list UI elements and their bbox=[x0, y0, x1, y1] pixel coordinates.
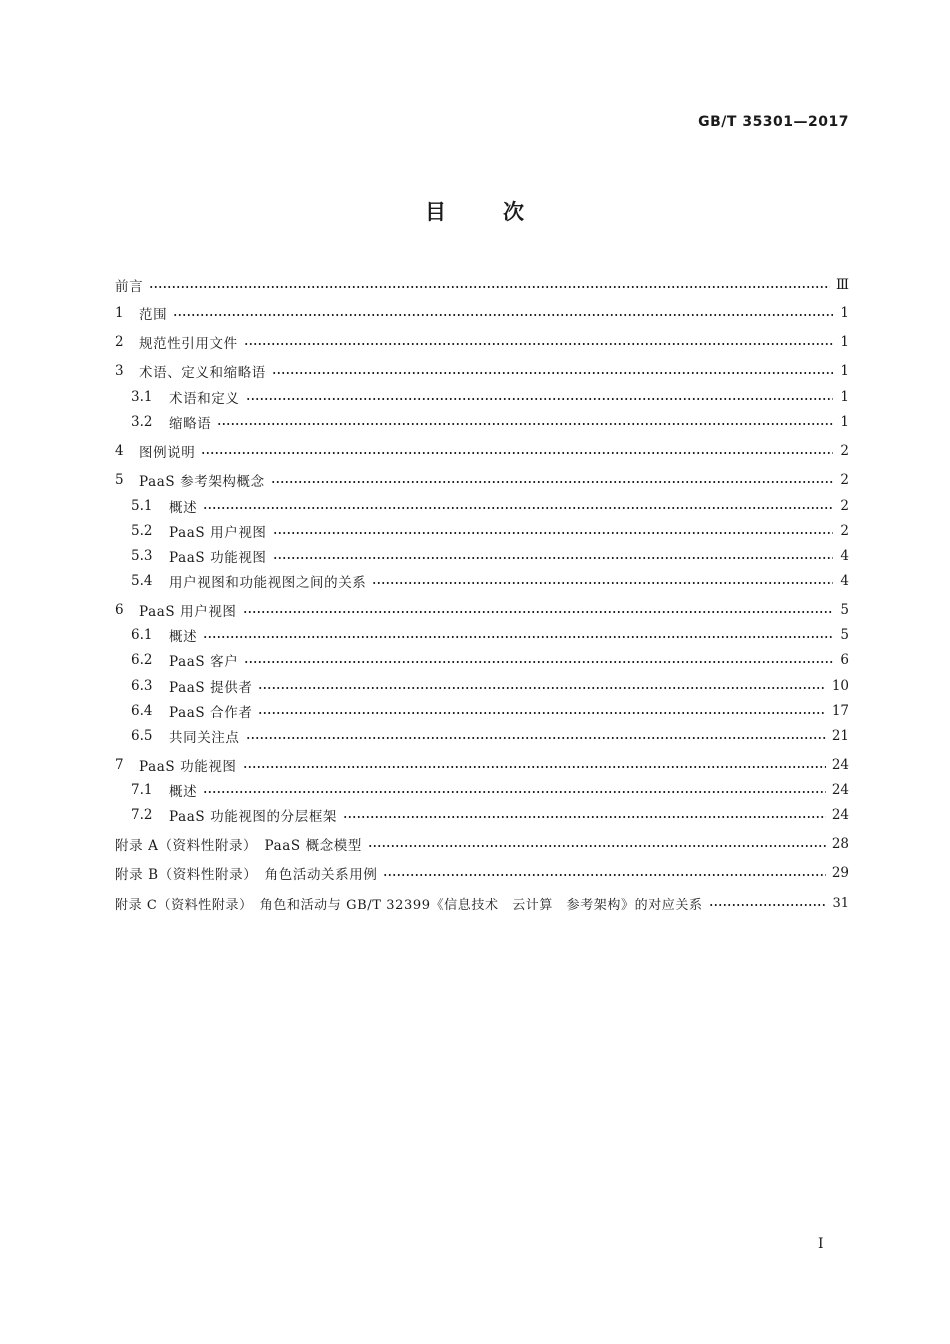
toc-entry-3-1[interactable] bbox=[131, 386, 849, 408]
toc-entry-label: 附录 C（资料性附录） 角色和活动与 GB/T 32399《信息技术 云计算 参考架构》的对应关系 bbox=[115, 897, 703, 913]
toc-entry-page: 24 bbox=[831, 807, 849, 823]
toc-entry-label: 图例说明 bbox=[139, 445, 196, 461]
toc-entry-page: 28 bbox=[831, 836, 849, 852]
toc-entry-7[interactable] bbox=[115, 754, 849, 776]
title-char-1: 目 bbox=[425, 200, 447, 224]
dot-leader bbox=[368, 845, 826, 847]
dot-leader bbox=[203, 791, 826, 793]
toc-entry-number: 5.1 bbox=[131, 498, 153, 514]
toc-entry-number: 7 bbox=[115, 757, 124, 773]
toc-entry-page: 5 bbox=[840, 627, 849, 643]
toc-entry-number: 5.3 bbox=[131, 548, 153, 564]
toc-entry-page: 1 bbox=[840, 389, 849, 405]
toc-entry-label: 术语和定义 bbox=[169, 391, 240, 407]
toc-entry-3[interactable] bbox=[115, 360, 849, 382]
toc-entry-label: PaaS 提供者 bbox=[169, 680, 253, 696]
toc-entry-label: 用户视图和功能视图之间的关系 bbox=[169, 575, 367, 591]
toc-entry-page: 29 bbox=[831, 865, 849, 881]
toc-entry-5-3[interactable] bbox=[131, 545, 849, 567]
dot-leader bbox=[217, 423, 833, 425]
toc-entry-page: 24 bbox=[831, 757, 849, 773]
toc-entry-page: 5 bbox=[840, 602, 849, 618]
toc-entry-page: 31 bbox=[832, 895, 849, 911]
toc-entry-label: 前言 bbox=[115, 279, 144, 295]
toc-entry-7-2[interactable] bbox=[131, 804, 849, 826]
toc-entry-label: PaaS 功能视图 bbox=[139, 759, 237, 775]
toc-entry-5-1[interactable] bbox=[131, 495, 849, 517]
toc-entry-6[interactable] bbox=[115, 599, 849, 621]
toc-entry-page: 2 bbox=[840, 443, 849, 459]
toc-entry-page: 1 bbox=[840, 334, 849, 350]
dot-leader bbox=[244, 661, 833, 663]
toc-entry-1[interactable] bbox=[115, 302, 849, 324]
toc-entry-page: 6 bbox=[840, 652, 849, 668]
toc-entry-page: 2 bbox=[840, 523, 849, 539]
toc-entry-label: 概述 bbox=[169, 629, 198, 645]
toc-entry-label: PaaS 参考架构概念 bbox=[139, 474, 265, 490]
toc-entry-page: 1 bbox=[840, 414, 849, 430]
toc-entry-page: 1 bbox=[840, 363, 849, 379]
dot-leader bbox=[243, 766, 826, 768]
dot-leader bbox=[273, 557, 833, 559]
toc-entry-number: 6.4 bbox=[131, 703, 153, 719]
toc-entry-number: 3.1 bbox=[131, 389, 153, 405]
toc-entry-label: PaaS 功能视图 bbox=[169, 550, 267, 566]
toc-entry-label: 范围 bbox=[139, 307, 168, 323]
toc-entry-label: 附录 B（资料性附录） 角色活动关系用例 bbox=[115, 867, 378, 883]
toc-entry-number: 5 bbox=[115, 472, 124, 488]
toc-entry-number: 1 bbox=[115, 305, 124, 321]
toc-entry-page: 2 bbox=[840, 498, 849, 514]
dot-leader bbox=[173, 314, 833, 316]
toc-entry-annex-c[interactable] bbox=[115, 892, 849, 914]
toc-entry-label: PaaS 用户视图 bbox=[139, 604, 237, 620]
toc-entry-label: PaaS 用户视图 bbox=[169, 525, 267, 541]
toc-entry-number: 6.3 bbox=[131, 678, 153, 694]
toc-entry-page: 2 bbox=[840, 472, 849, 488]
toc-entry-2[interactable] bbox=[115, 331, 849, 353]
toc-entry-number: 4 bbox=[115, 443, 124, 459]
toc-entry-6-4[interactable] bbox=[131, 700, 849, 722]
dot-leader bbox=[271, 481, 833, 483]
toc-entry-label: PaaS 客户 bbox=[169, 654, 239, 670]
dot-leader bbox=[272, 372, 833, 374]
toc-entry-5[interactable] bbox=[115, 469, 849, 491]
toc-entry-number: 2 bbox=[115, 334, 124, 350]
toc-entry-6-5[interactable] bbox=[131, 725, 849, 747]
toc-entry-6-3[interactable] bbox=[131, 675, 849, 697]
toc-entry-annex-b[interactable] bbox=[115, 862, 849, 884]
dot-leader bbox=[709, 904, 827, 906]
toc-entry-number: 7.1 bbox=[131, 782, 153, 798]
standard-number: GB/T 35301—2017 bbox=[698, 114, 849, 130]
dot-leader bbox=[203, 636, 833, 638]
toc-entry-number: 6.5 bbox=[131, 728, 153, 744]
dot-leader bbox=[343, 816, 826, 818]
toc-entry-number: 7.2 bbox=[131, 807, 153, 823]
toc-entry-number: 5.4 bbox=[131, 573, 153, 589]
toc-entry-page: Ⅲ bbox=[835, 277, 849, 293]
toc-entry-label: PaaS 合作者 bbox=[169, 705, 253, 721]
toc-entry-label: 缩略语 bbox=[169, 416, 212, 432]
toc-entry-page: 21 bbox=[831, 728, 849, 744]
toc-entry-label: PaaS 功能视图的分层框架 bbox=[169, 809, 338, 825]
toc-entry-label: 共同关注点 bbox=[169, 730, 240, 746]
toc-entry-3-2[interactable] bbox=[131, 411, 849, 433]
dot-leader bbox=[246, 398, 834, 400]
toc-entry-5-4[interactable] bbox=[131, 570, 849, 592]
dot-leader bbox=[244, 343, 833, 345]
page-number: Ⅰ bbox=[818, 1236, 824, 1252]
dot-leader bbox=[372, 582, 833, 584]
toc-entry-label: 概述 bbox=[169, 784, 198, 800]
toc-entry-page: 10 bbox=[831, 678, 849, 694]
toc-entry-4[interactable] bbox=[115, 440, 849, 462]
dot-leader bbox=[258, 712, 825, 714]
toc-entry-number: 3 bbox=[115, 363, 124, 379]
toc-entry-6-1[interactable] bbox=[131, 624, 849, 646]
toc-entry-label: 规范性引用文件 bbox=[139, 336, 238, 352]
dot-leader bbox=[243, 611, 833, 613]
toc-entry-number: 3.2 bbox=[131, 414, 153, 430]
toc-entry-6-2[interactable] bbox=[131, 649, 849, 671]
toc-entry-number: 6.2 bbox=[131, 652, 153, 668]
toc-entry-page: 1 bbox=[840, 305, 849, 321]
toc-entry-foreword[interactable] bbox=[115, 274, 849, 296]
toc-entry-label: 术语、定义和缩略语 bbox=[139, 365, 266, 381]
toc-entry-number: 6.1 bbox=[131, 627, 153, 643]
toc-entry-7-1[interactable] bbox=[131, 779, 849, 801]
toc-entry-number: 5.2 bbox=[131, 523, 153, 539]
dot-leader bbox=[149, 286, 830, 288]
toc-entry-page: 24 bbox=[831, 782, 849, 798]
dot-leader bbox=[273, 532, 833, 534]
toc-entry-label: 附录 A（资料性附录） PaaS 概念模型 bbox=[115, 838, 363, 854]
toc-entry-page: 17 bbox=[831, 703, 849, 719]
toc-entry-number: 6 bbox=[115, 602, 124, 618]
dot-leader bbox=[258, 687, 825, 689]
toc-entry-page: 4 bbox=[840, 548, 849, 564]
dot-leader bbox=[383, 874, 825, 876]
dot-leader bbox=[246, 737, 826, 739]
dot-leader bbox=[203, 507, 833, 509]
toc-entry-5-2[interactable] bbox=[131, 520, 849, 542]
dot-leader bbox=[201, 452, 833, 454]
toc-entry-page: 4 bbox=[840, 573, 849, 589]
title-char-2: 次 bbox=[503, 200, 525, 224]
toc-entry-label: 概述 bbox=[169, 500, 198, 516]
toc-entry-annex-a[interactable] bbox=[115, 833, 849, 855]
